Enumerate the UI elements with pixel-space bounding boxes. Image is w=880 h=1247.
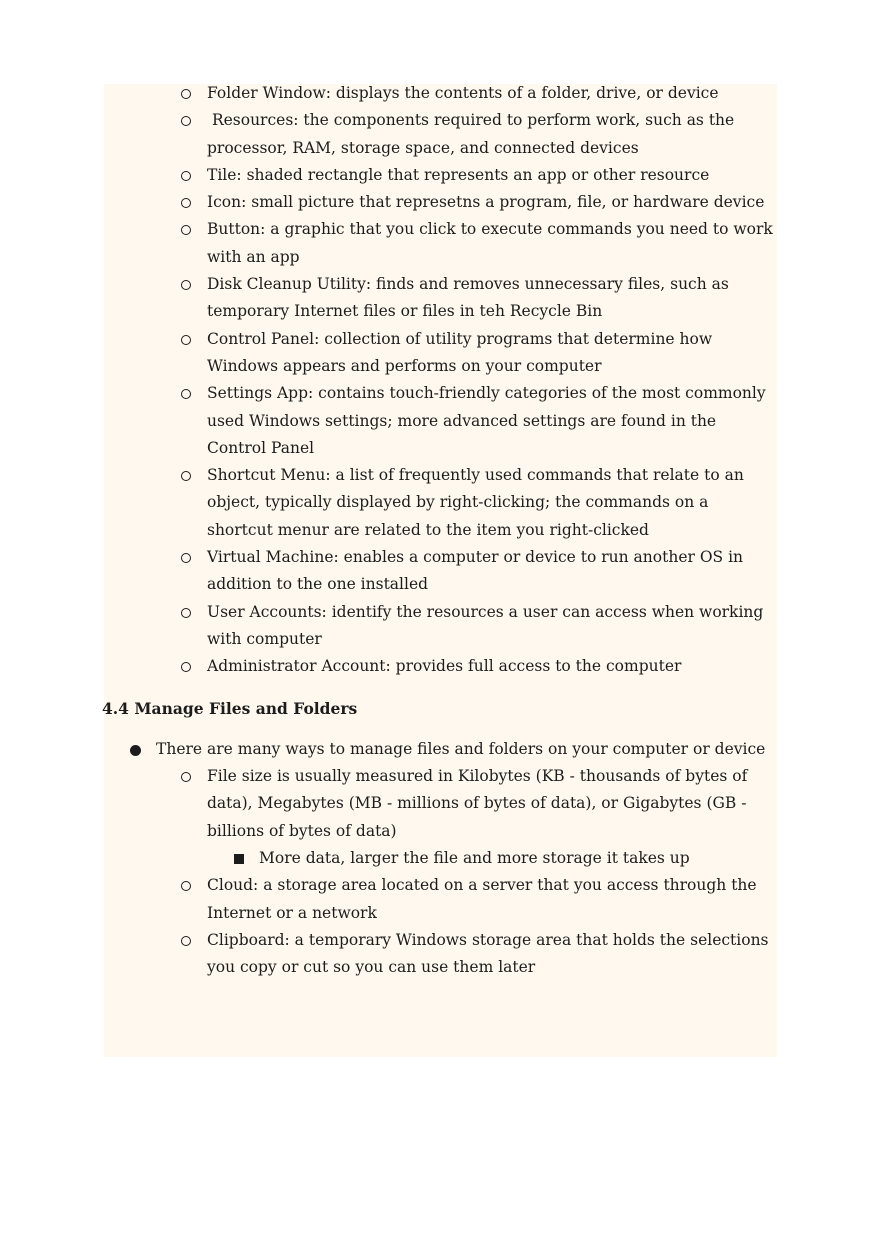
circle-bullet-icon [181, 171, 191, 181]
list-item [207, 189, 777, 216]
list-item [207, 380, 777, 462]
circle-bullet-icon [181, 225, 191, 235]
list-item-text: Administrator Account: provides full access to the computer [207, 657, 682, 676]
list-item [207, 599, 777, 654]
circle-bullet-icon [181, 335, 191, 345]
list-item-text: Resources: the components required to perform work, such as the processor, RAM, storage space, and connected devices [207, 111, 740, 157]
list-item-text: Settings App: contains touch-friendly categories of the most commonly used Windows settings; more advanced settings are found in the Control Panel [207, 384, 766, 457]
list-item-text: There are many ways to manage files and folders on your computer or device [156, 739, 766, 758]
list-item [259, 845, 777, 872]
list-item [207, 216, 777, 271]
list-item [207, 162, 777, 189]
list-item [207, 544, 777, 599]
list-item-text: Tile: shaded rectangle that represents an app or other resource [207, 165, 710, 184]
square-bullet-icon [234, 854, 244, 864]
list-item [207, 927, 777, 982]
list-item-text: Icon: small picture that represetns a program, file, or hardware device [207, 193, 765, 212]
disc-bullet-icon [130, 745, 141, 756]
list-item [207, 872, 777, 927]
circle-bullet-icon [181, 881, 191, 891]
list-item [207, 80, 777, 107]
document-content [0, 80, 880, 982]
list-item-text: User Accounts: identify the resources a user can access when working with computer [207, 602, 764, 648]
list-item [156, 736, 776, 763]
list-item-text: Button: a graphic that you click to execute commands you need to work with an app [207, 220, 773, 266]
list-item-text: Disk Cleanup Utility: finds and removes unnecessary files, such as temporary Internet files or files in teh Recycle Bin [207, 275, 729, 321]
list-item [207, 462, 777, 544]
circle-bullet-icon [181, 662, 191, 672]
circle-bullet-icon [181, 198, 191, 208]
circle-bullet-icon [181, 471, 191, 481]
list-item-text: Control Panel: collection of utility programs that determine how Windows appears and performs on your computer [207, 329, 713, 375]
list-item [207, 271, 777, 326]
list-item-text: Virtual Machine: enables a computer or device to run another OS in addition to the one installed [207, 548, 744, 594]
list-item-text: More data, larger the file and more storage it takes up [259, 849, 690, 868]
circle-bullet-icon [181, 389, 191, 399]
list-item [207, 653, 777, 680]
list-item [207, 326, 777, 381]
circle-bullet-icon [181, 89, 191, 99]
circle-bullet-icon [181, 772, 191, 782]
list-item [207, 763, 777, 845]
circle-bullet-icon [181, 280, 191, 290]
list-item [207, 107, 777, 162]
list-item-text: Cloud: a storage area located on a server that you access through the Internet or a network [207, 876, 757, 922]
list-item-text: Shortcut Menu: a list of frequently used commands that relate to an object, typically displayed by right-clicking; the commands on a shortcut menur are related to the item you right-clicked [207, 466, 744, 539]
circle-bullet-icon [181, 936, 191, 946]
circle-bullet-icon [181, 553, 191, 563]
circle-bullet-icon [181, 116, 191, 126]
section-heading: 4.4 Manage Files and Folders [102, 698, 358, 718]
list-item-text: Folder Window: displays the contents of a folder, drive, or device [207, 84, 719, 102]
list-item-text: Clipboard: a temporary Windows storage area that holds the selections you copy or cut so you can use them later [207, 930, 769, 977]
list-item-text: File size is usually measured in Kilobytes (KB - thousands of bytes of data), Megabytes (MB - millions of bytes of data), or Gigabytes (GB - billions of bytes of data) [207, 767, 748, 840]
circle-bullet-icon [181, 608, 191, 618]
